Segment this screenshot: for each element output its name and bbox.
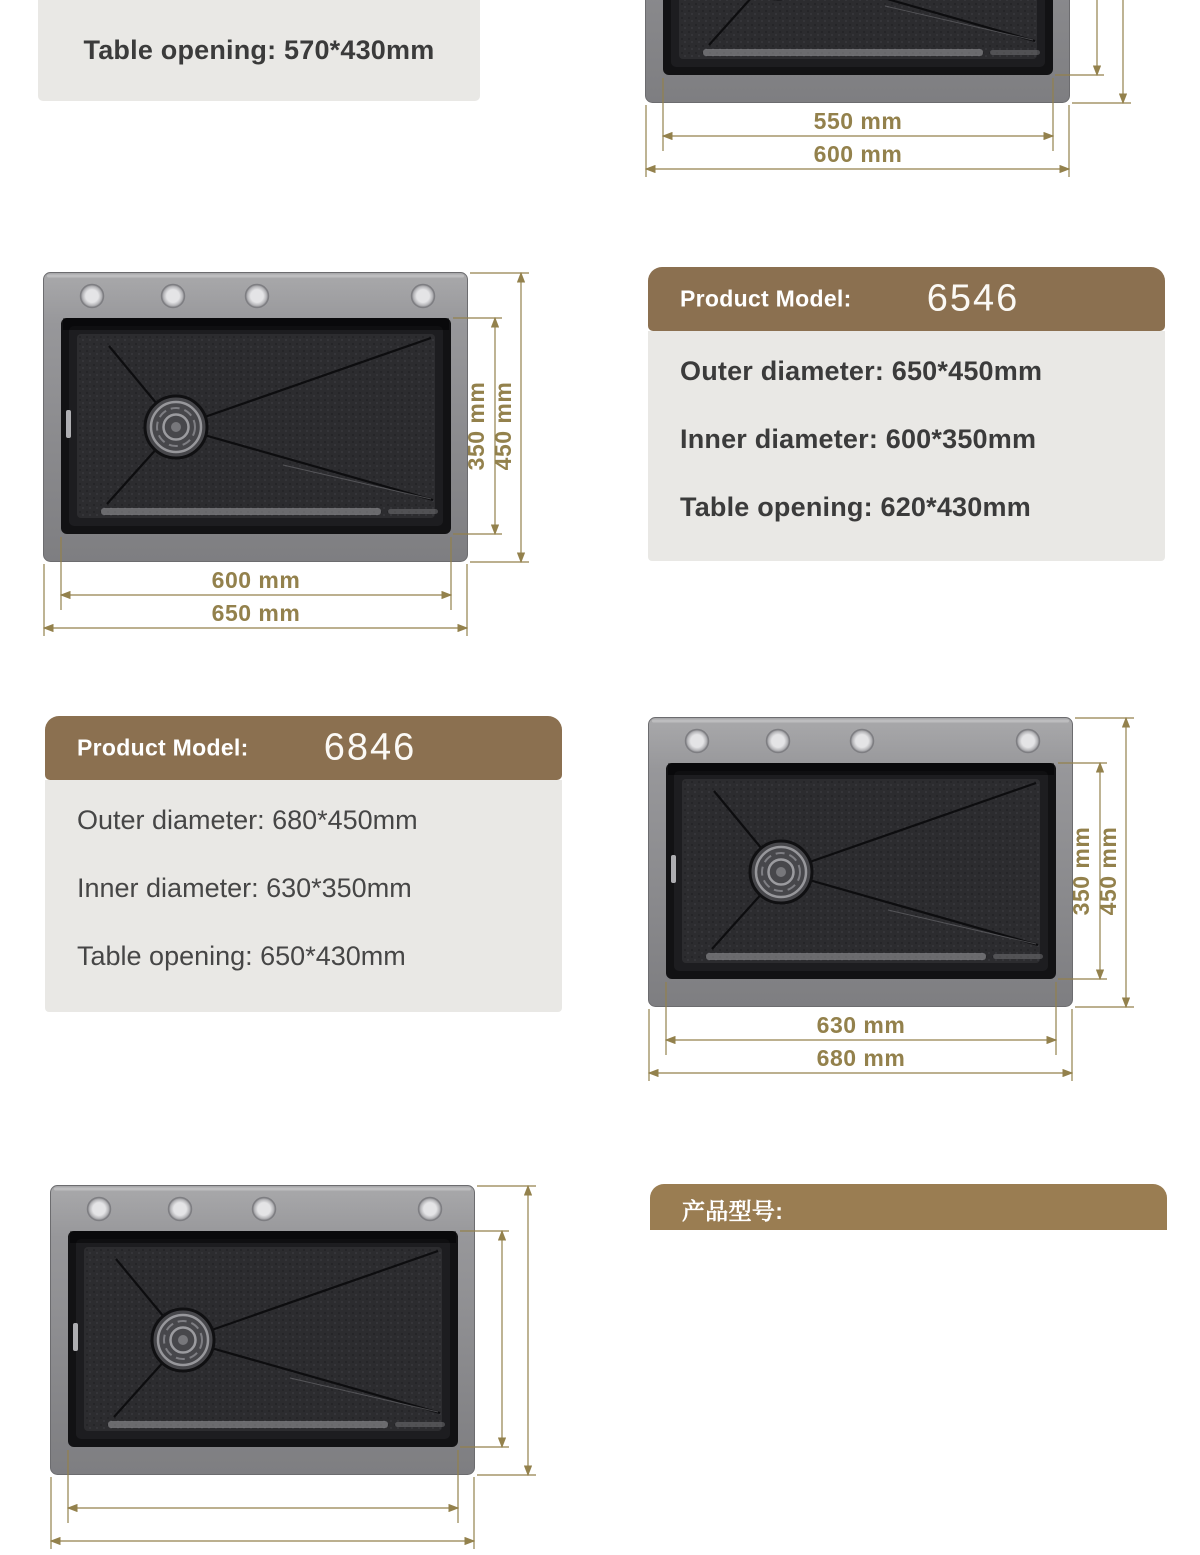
spec-row-inner-diameter: Inner diameter: 630*350mm <box>77 872 412 903</box>
sink-dimension-diagram-partial <box>50 1185 550 1550</box>
spec-row-outer-diameter: Outer diameter: 650*450mm <box>680 355 1043 386</box>
product-card-body <box>45 780 562 1012</box>
sink-top-view <box>646 0 1070 103</box>
next-product-card-header-partial <box>650 1184 1167 1230</box>
dim-label-outer-width: 680 mm <box>816 1045 906 1071</box>
dim-label-inner-width: 600 mm <box>211 567 301 593</box>
table-opening-note <box>38 0 480 101</box>
product-model-label: 产品型号: <box>682 1198 784 1224</box>
dim-label-outer-width: 600 mm <box>813 141 903 167</box>
sink-dimension-diagram-middle <box>43 272 543 637</box>
dim-label-inner-width: 630 mm <box>816 1012 906 1038</box>
sink-top-view <box>44 273 468 562</box>
spec-row-table-opening: Table opening: 650*430mm <box>77 940 406 971</box>
table-opening-note-text: Table opening: 570*430mm <box>83 35 435 65</box>
product-card-6846 <box>45 716 562 1012</box>
product-model-number: 6846 <box>323 726 417 769</box>
sink-top-view <box>51 1186 475 1475</box>
spec-row-table-opening: Table opening: 620*430mm <box>680 491 1031 522</box>
product-model-label: Product Model: <box>77 734 249 761</box>
dim-label-outer-depth: 450 mm <box>490 381 516 471</box>
dim-label-inner-width: 550 mm <box>813 108 903 134</box>
sink-top-view <box>649 718 1073 1007</box>
product-card-body <box>648 331 1165 561</box>
product-card-6546 <box>648 267 1165 561</box>
product-card-header <box>648 267 1165 331</box>
sink-dimension-diagram-bottom <box>648 717 1148 1082</box>
dim-label-inner-depth: 350 mm <box>1068 826 1094 916</box>
dim-label-outer-width: 650 mm <box>211 600 301 626</box>
spec-row-outer-diameter: Outer diameter: 680*450mm <box>77 804 418 835</box>
product-card-header <box>45 716 562 780</box>
dim-label-outer-depth: 450 mm <box>1095 826 1121 916</box>
spec-row-inner-diameter: Inner diameter: 600*350mm <box>680 423 1037 454</box>
product-model-label: Product Model: <box>680 285 852 312</box>
product-model-number: 6546 <box>926 277 1020 320</box>
sink-dimension-diagram-top <box>645 0 1145 178</box>
dim-label-inner-depth: 350 mm <box>463 381 489 471</box>
